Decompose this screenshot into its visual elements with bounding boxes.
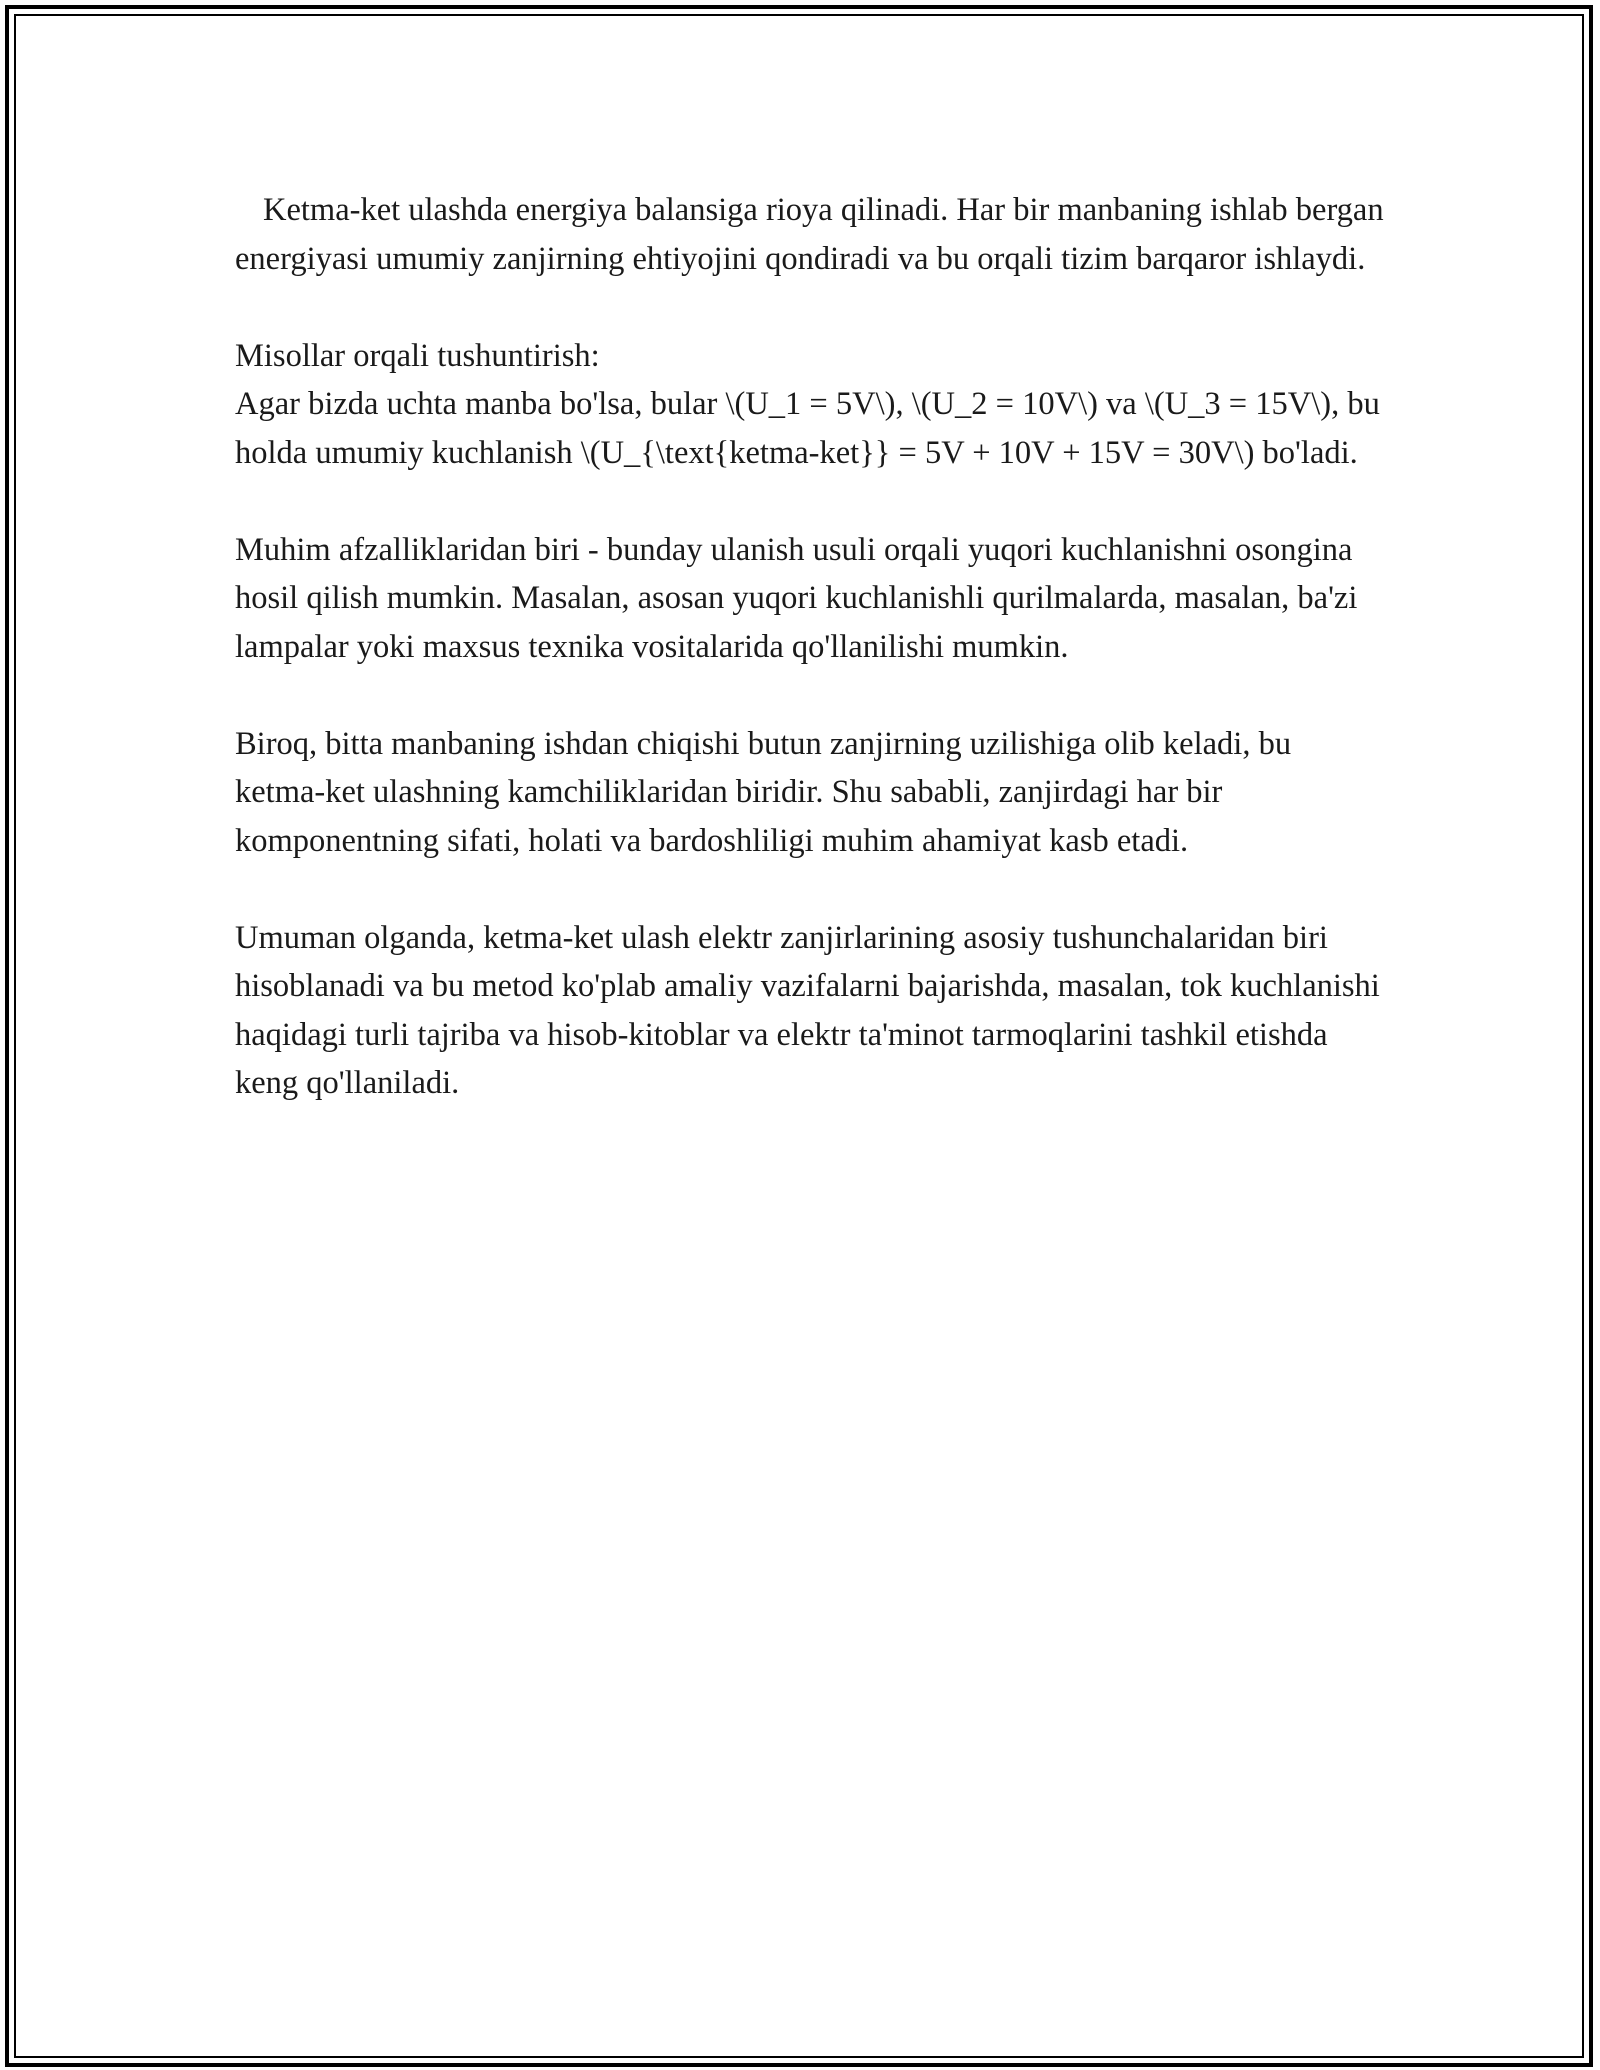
paragraph-text: Muhim afzalliklaridan biri - bunday ulanish usuli orqali yuqori kuchlanishni osongina hosil qilish mumkin. Masalan, asosan yuqori kuchlanishli qurilmalarda, masalan, ba'zi lampalar yoki maxsus texnika vositalarida qo'llanilishi mumkin.: [235, 531, 1358, 665]
paragraph-disadvantages: [235, 720, 1385, 866]
examples-heading: Misollar orqali tushuntirish:: [235, 337, 600, 374]
paragraph-text: Biroq, bitta manbaning ishdan chiqishi butun zanjirning uzilishiga olib keladi, bu ketma-ket ulashning kamchiliklaridan biridir. Shu sababli, zanjirdagi har bir komponentning sifati, holati va bardoshliligi muhim ahamiyat kasb etadi.: [235, 725, 1292, 859]
paragraph-examples: [235, 332, 1385, 478]
paragraph-text: Umuman olganda, ketma-ket ulash elektr zanjirlarining asosiy tushunchalaridan biri hisoblanadi va bu metod ko'plab amaliy vazifalarni bajarishda, masalan, tok kuchlanishi haqidagi turli tajriba va hisob-kitoblar va elektr ta'minot tarmoqlarini tashkil etishda keng qo'llaniladi.: [235, 919, 1380, 1101]
document-body: [235, 186, 1385, 1156]
paragraph-text: Ketma-ket ulashda energiya balansiga rioya qilinadi. Har bir manbaning ishlab bergan energiyasi umumiy zanjirning ehtiyojini qondiradi va bu orqali tizim barqaror ishlaydi.: [235, 192, 1384, 277]
paragraph-energy-balance: [235, 186, 1385, 283]
paragraph-text: Agar bizda uchta manba bo'lsa, bular \(U_1 = 5V\), \(U_2 = 10V\) va \(U_3 = 15V\), bu holda umumiy kuchlanish \(U_{\text{ketma-ket}} = 5V + 10V + 15V = 30V\) bo'ladi.: [235, 386, 1380, 471]
paragraph-advantages: [235, 526, 1385, 672]
paragraph-conclusion: [235, 914, 1385, 1108]
